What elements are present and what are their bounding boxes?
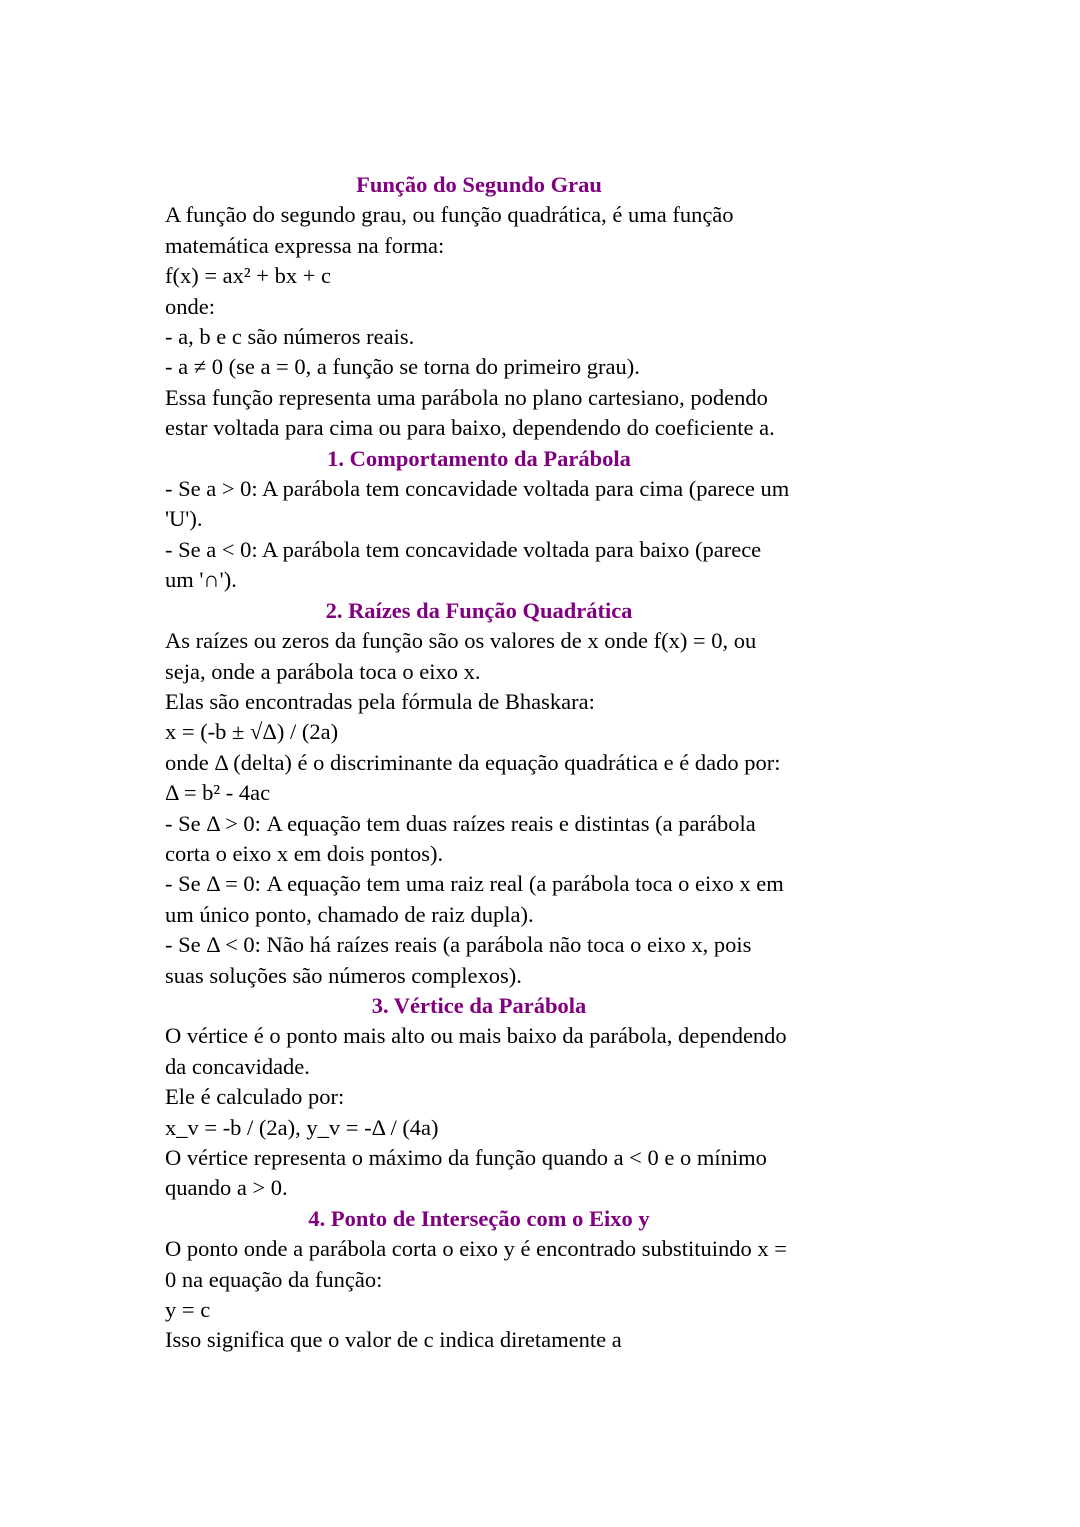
formula-quadratic: f(x) = ax² + bx + c bbox=[165, 263, 332, 289]
list-item-delta-negative: - Se Δ < 0: Não há raízes reais (a parábola não toca o eixo x, pois suas soluções são números complexos). bbox=[165, 932, 752, 988]
section-heading-4: 4. Ponto de Interseção com o Eixo y bbox=[308, 1205, 650, 1231]
list-item-a-not-zero: - a ≠ 0 (se a = 0, a função se torna do primeiro grau). bbox=[165, 354, 640, 380]
doc-title: Função do Segundo Grau bbox=[356, 172, 602, 197]
formula-bhaskara: x = (-b ± √Δ) / (2a) bbox=[165, 719, 339, 745]
paragraph-y-intercept: O ponto onde a parábola corta o eixo y é encontrado substituindo x = 0 na equação da função: bbox=[165, 1236, 787, 1292]
section-heading-3: 3. Vértice da Parábola bbox=[371, 992, 587, 1018]
paragraph-discriminant: onde Δ (delta) é o discriminante da equação quadrática e é dado por: bbox=[165, 749, 781, 775]
list-item-a-negative: - Se a < 0: A parábola tem concavidade voltada para baixo (parece um '∩'). bbox=[165, 536, 762, 593]
list-item-delta-zero: - Se Δ = 0: A equação tem uma raiz real (a parábola toca o eixo x em um único ponto, chamado de raiz dupla). bbox=[165, 871, 784, 927]
formula-y-intercept: y = c bbox=[165, 1297, 211, 1323]
paragraph-vertex-meaning: O vértice representa o máximo da função quando a < 0 e o mínimo quando a > 0. bbox=[165, 1145, 767, 1201]
formula-delta: Δ = b² - 4ac bbox=[165, 780, 271, 806]
section-heading-1: 1. Comportamento da Parábola bbox=[327, 445, 631, 471]
document-content bbox=[165, 170, 793, 1356]
paragraph-bhaskara: Elas são encontradas pela fórmula de Bhaskara: bbox=[165, 688, 595, 714]
paragraph-intro: A função do segundo grau, ou função quadrática, é uma função matemática expressa na forma: bbox=[165, 202, 734, 258]
paragraph-vertex: O vértice é o ponto mais alto ou mais baixo da parábola, dependendo da concavidade. bbox=[165, 1023, 787, 1079]
paragraph-vertex-calc: Ele é calculado por: bbox=[165, 1084, 345, 1110]
paragraph-onde: onde: bbox=[165, 293, 215, 319]
list-item-coefficients: - a, b e c são números reais. bbox=[165, 324, 415, 350]
formula-vertex: x_v = -b / (2a), y_v = -Δ / (4a) bbox=[165, 1114, 439, 1140]
section-heading-2: 2. Raízes da Função Quadrática bbox=[325, 597, 633, 623]
paragraph-parabola: Essa função representa uma parábola no plano cartesiano, podendo estar voltada para cima ou para baixo, dependendo do coeficiente a. bbox=[165, 384, 775, 441]
list-item-a-positive: - Se a > 0: A parábola tem concavidade voltada para cima (parece um 'U'). bbox=[165, 476, 790, 532]
paragraph-c-meaning: Isso significa que o valor de c indica diretamente a bbox=[165, 1327, 622, 1353]
list-item-delta-positive: - Se Δ > 0: A equação tem duas raízes reais e distintas (a parábola corta o eixo x em dois pontos). bbox=[165, 810, 756, 866]
paragraph-roots: As raízes ou zeros da função são os valores de x onde f(x) = 0, ou seja, onde a parábola toca o eixo x. bbox=[165, 628, 757, 684]
